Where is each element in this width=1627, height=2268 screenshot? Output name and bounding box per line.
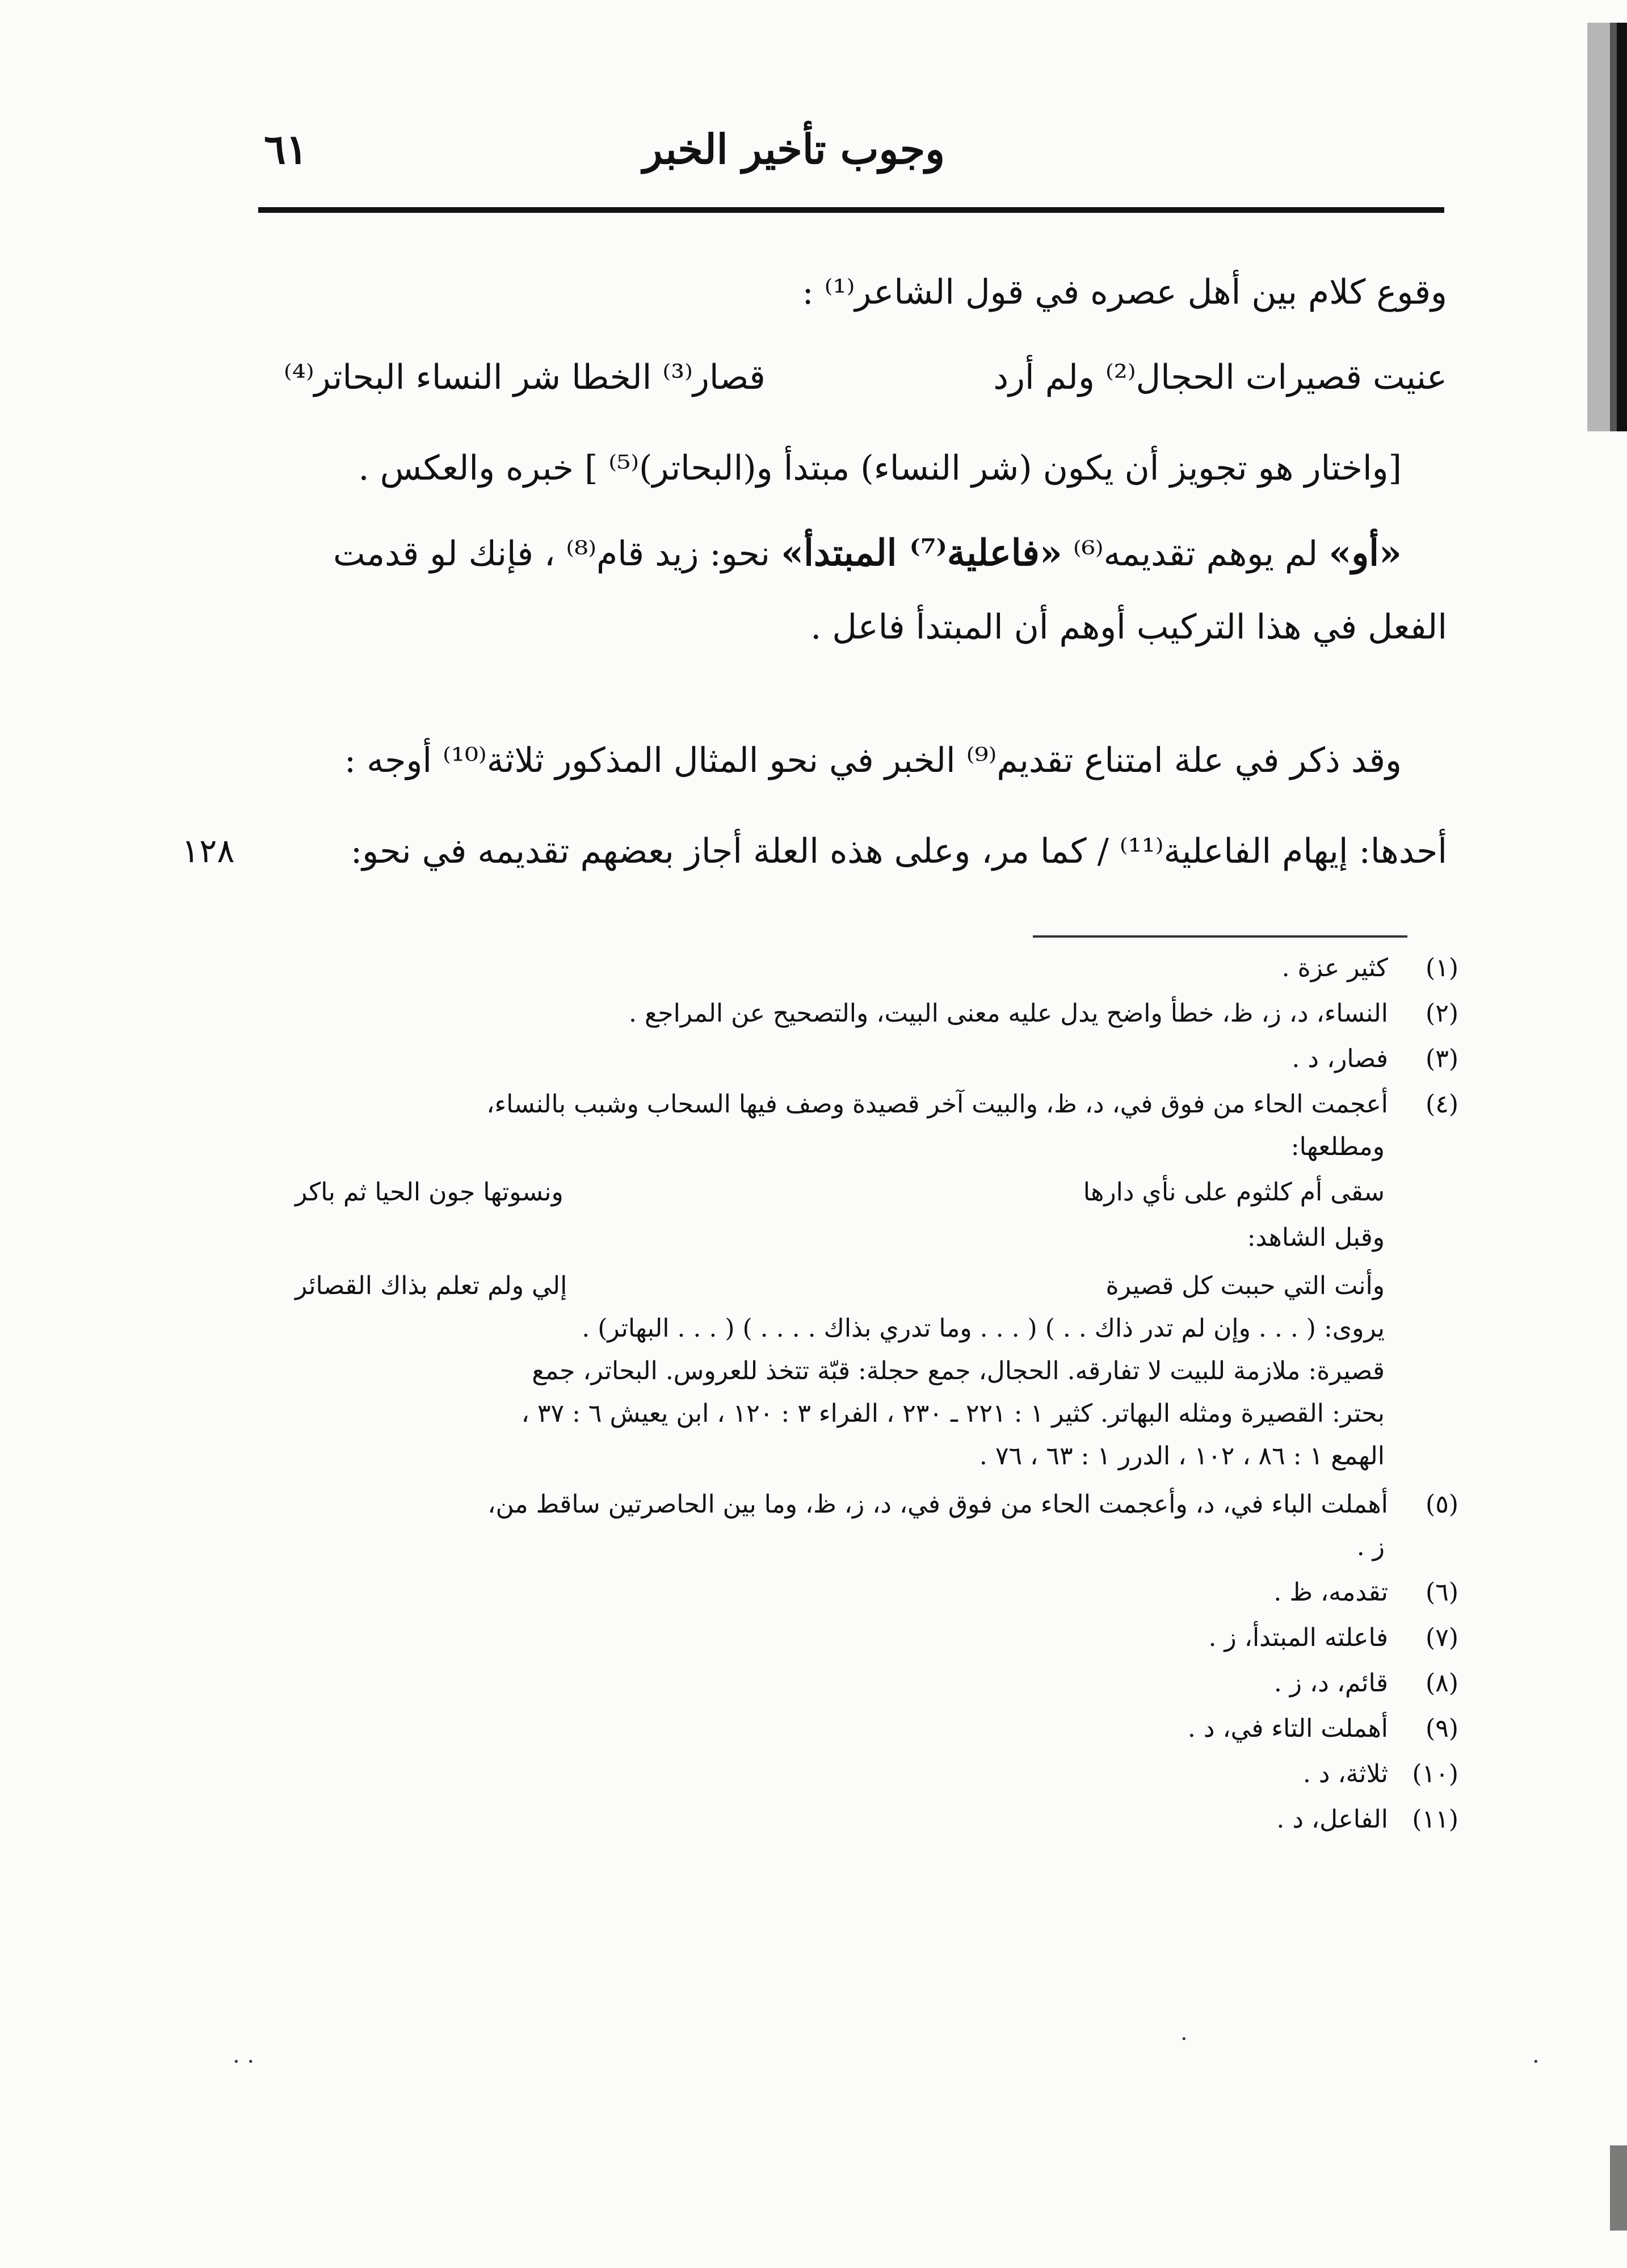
footnote-number: (٣) xyxy=(1426,1044,1458,1073)
bold-term: «فاعلية⁽⁷⁾ المبتدأ» xyxy=(781,532,1062,574)
text-line: وقد ذكر في علة امتناع تقديم⁽⁹⁾ الخبر في نحو المثال المذكور ثلاثة⁽¹⁰⁾ أوجه : xyxy=(344,741,1402,780)
footnote-continuation: وقبل الشاهد: xyxy=(1247,1223,1385,1252)
footnote-text: النساء، د، ز، ظ، خطأ واضح يدل عليه معنى البيت، والتصحيح عن المراجع . xyxy=(628,999,1388,1028)
footnote-number: (١٠) xyxy=(1412,1759,1458,1788)
footnote xyxy=(295,1754,1458,1795)
footnote xyxy=(295,1084,1458,1125)
footnote xyxy=(295,1799,1458,1840)
text-line: أحدها: إيهام الفاعلية⁽¹¹⁾ / كما مر، وعلى هذه العلة أجاز بعضهم تقديمه في نحو: xyxy=(350,831,1447,871)
page-edge-scan-artifact xyxy=(1587,23,1627,431)
verse-hemistich-right: سقى أم كلثوم على نأي دارها xyxy=(1083,1178,1385,1207)
footnote-continuation: يروى: ( . . . وإن لم تدر ذاك . . ) ( . . . وما تدري بذاك . . . . ) ( . . . البهاتر) . xyxy=(582,1314,1385,1343)
footnote-number: (٩) xyxy=(1426,1714,1458,1743)
footnote-text: فصار، د . xyxy=(1292,1044,1388,1073)
scan-speck: · xyxy=(1532,2049,1540,2075)
page-edge-scan-artifact xyxy=(1610,2145,1627,2231)
footnote xyxy=(295,1708,1458,1749)
footnote-number: (٧) xyxy=(1426,1623,1458,1652)
footnote-text: كثير عزة . xyxy=(1281,954,1388,982)
footnote-continuation: ز . xyxy=(1356,1532,1385,1561)
footnote-continuation: بحتر: القصيرة ومثله البهاتر. كثير ١ : ٢٢١ ـ ٢٣٠ ، الفراء ٣ : ١٢٠ ، ابن يعيش ٦ : ٣٧ ، xyxy=(521,1399,1385,1428)
footnote-continuation: ومطلعها: xyxy=(1290,1132,1385,1161)
text-line: [واختار هو تجويز أن يكون (شر النساء) مبتدأ و(البحاتر)⁽⁵⁾ ] خبره والعكس . xyxy=(358,448,1402,488)
verse-hemistich-left: ونسوتها جون الحيا ثم باكر xyxy=(295,1178,564,1207)
footnote xyxy=(295,1484,1458,1525)
text-line xyxy=(284,522,1447,585)
footnote-text: تقدمه، ظ . xyxy=(1273,1578,1388,1607)
footnote-verse xyxy=(295,1266,1458,1307)
header-rule xyxy=(258,207,1444,213)
verse-hemistich-left: قصار⁽³⁾ الخطا شر النساء البحاتر⁽⁴⁾ xyxy=(284,358,766,397)
footnote-number: (٦) xyxy=(1426,1578,1458,1607)
running-title: وجوب تأخير الخبر xyxy=(642,125,945,173)
footnote-continuation: قصيرة: ملازمة للبيت لا تفارقه. الحجال، جمع حجلة: قبّة تتخذ للعروس. البحاتر، جمع xyxy=(532,1356,1385,1385)
scan-speck: · · xyxy=(233,2049,255,2075)
footnote xyxy=(295,1039,1458,1080)
footnote-text: الفاعل، د . xyxy=(1276,1805,1388,1834)
footnote-number: (٨) xyxy=(1426,1669,1458,1698)
footnote-text: أهملت الباء في، د، وأعجمت الحاء من فوق في، د، ز، ظ، وما بين الحاصرتين ساقط من، xyxy=(487,1490,1388,1519)
footnote-number: (٤) xyxy=(1426,1090,1458,1119)
text-line: وقوع كلام بين أهل عصره في قول الشاعر⁽¹⁾ : xyxy=(802,272,1447,312)
scan-speck: · xyxy=(1180,2026,1188,2052)
footnote xyxy=(295,1618,1458,1658)
text-span: لم يوهم تقديمه⁽⁶⁾ xyxy=(1062,534,1329,574)
footnote-text: أهملت التاء في، د . xyxy=(1187,1714,1388,1743)
footnote-text: قائم، د، ز . xyxy=(1273,1669,1388,1698)
footnote-separator xyxy=(1033,935,1407,938)
margin-page-reference: ١٢٨ xyxy=(182,831,235,870)
footnote xyxy=(295,993,1458,1034)
footnote-text: ثلاثة، د . xyxy=(1302,1759,1388,1788)
footnote xyxy=(295,1663,1458,1704)
page-header xyxy=(258,114,1444,182)
bold-term: «أو» xyxy=(1328,532,1402,574)
verse-hemistich-right: وأنت التي حببت كل قصيرة xyxy=(1105,1271,1385,1300)
verse-hemistich-left: إلي ولم تعلم بذاك القصائر xyxy=(295,1271,567,1300)
footnote-verse xyxy=(295,1172,1458,1213)
verse-line xyxy=(284,346,1447,409)
footnote-number: (٢) xyxy=(1426,999,1458,1028)
footnote xyxy=(295,1572,1458,1613)
footnote-text: أعجمت الحاء من فوق في، د، ظ، والبيت آخر قصيدة وصف فيها السحاب وشبب بالنساء، xyxy=(486,1090,1388,1119)
footnote-number: (١١) xyxy=(1412,1805,1458,1834)
footnote-continuation: الهمع ١ : ٨٦ ، ١٠٢ ، الدرر ١ : ٦٣ ، ٧٦ . xyxy=(979,1442,1385,1471)
page-number: ٦١ xyxy=(264,125,308,173)
footnote-number: (١) xyxy=(1426,954,1458,982)
footnote-text: فاعلته المبتدأ، ز . xyxy=(1208,1623,1388,1652)
text-span: نحو: زيد قام⁽⁸⁾ ، فإنك لو قدمت xyxy=(333,534,781,574)
footnote xyxy=(295,948,1458,989)
footnote-number: (٥) xyxy=(1426,1490,1458,1519)
verse-hemistich-right: عنيت قصيرات الحجال⁽²⁾ ولم أرد xyxy=(993,358,1447,397)
text-line: الفعل في هذا التركيب أوهم أن المبتدأ فاعل . xyxy=(810,607,1447,647)
